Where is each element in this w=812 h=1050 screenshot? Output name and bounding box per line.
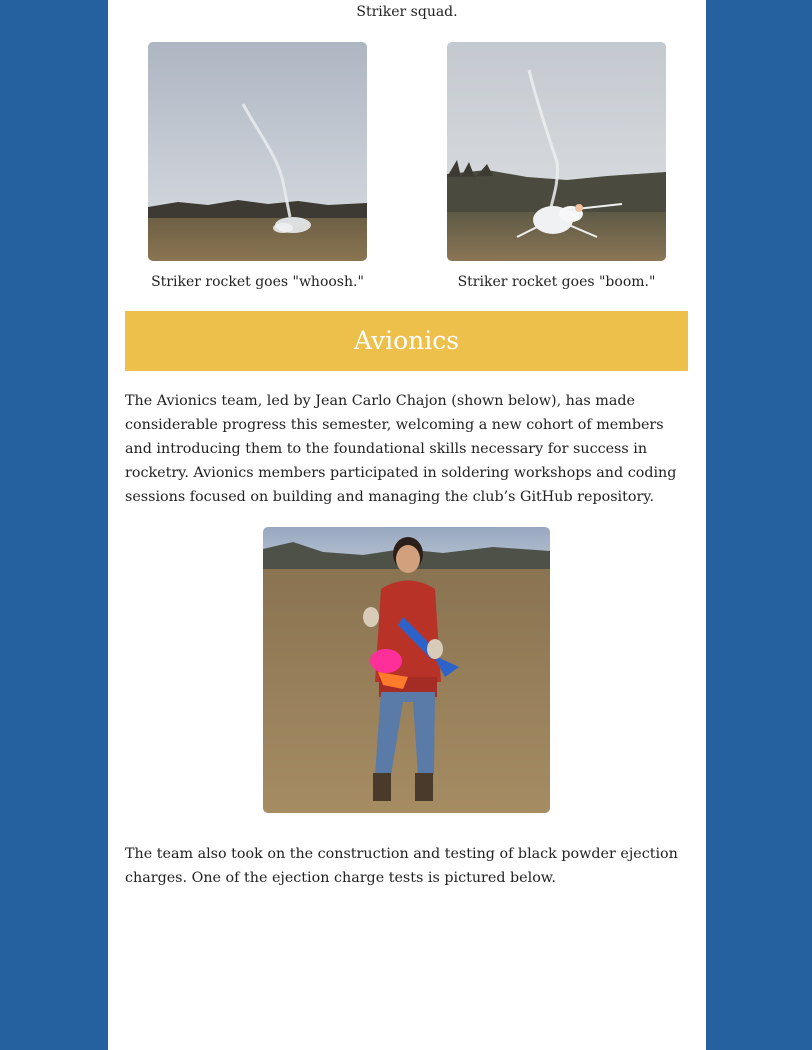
avionics-section-banner: Avionics xyxy=(125,311,688,371)
rocket-launch-whoosh-caption: Striker rocket goes "whoosh." xyxy=(151,274,364,290)
striker-squad-caption: Striker squad. xyxy=(356,4,458,20)
avionics-intro-paragraph: The Avionics team, led by Jean Carlo Chajon (shown below), has made considerable progress this semester, welcoming a new cohort of members and introducing them to the foundational skills necessary for success in rocketry. Avionics members participated in soldering workshops and coding sessions focused on building and managing the club’s GitHub repository. xyxy=(125,393,677,505)
team-lead-portrait-photo xyxy=(263,527,550,813)
rocket-launch-boom-photo xyxy=(447,42,666,261)
rocket-launch-whoosh-photo xyxy=(148,42,367,261)
rocket-launch-boom-caption: Striker rocket goes "boom." xyxy=(457,274,656,290)
newsletter-page xyxy=(108,0,706,1050)
ejection-charge-paragraph: The team also took on the construction and testing of black powder ejection charges. One of the ejection charge tests is pictured below. xyxy=(125,846,678,886)
